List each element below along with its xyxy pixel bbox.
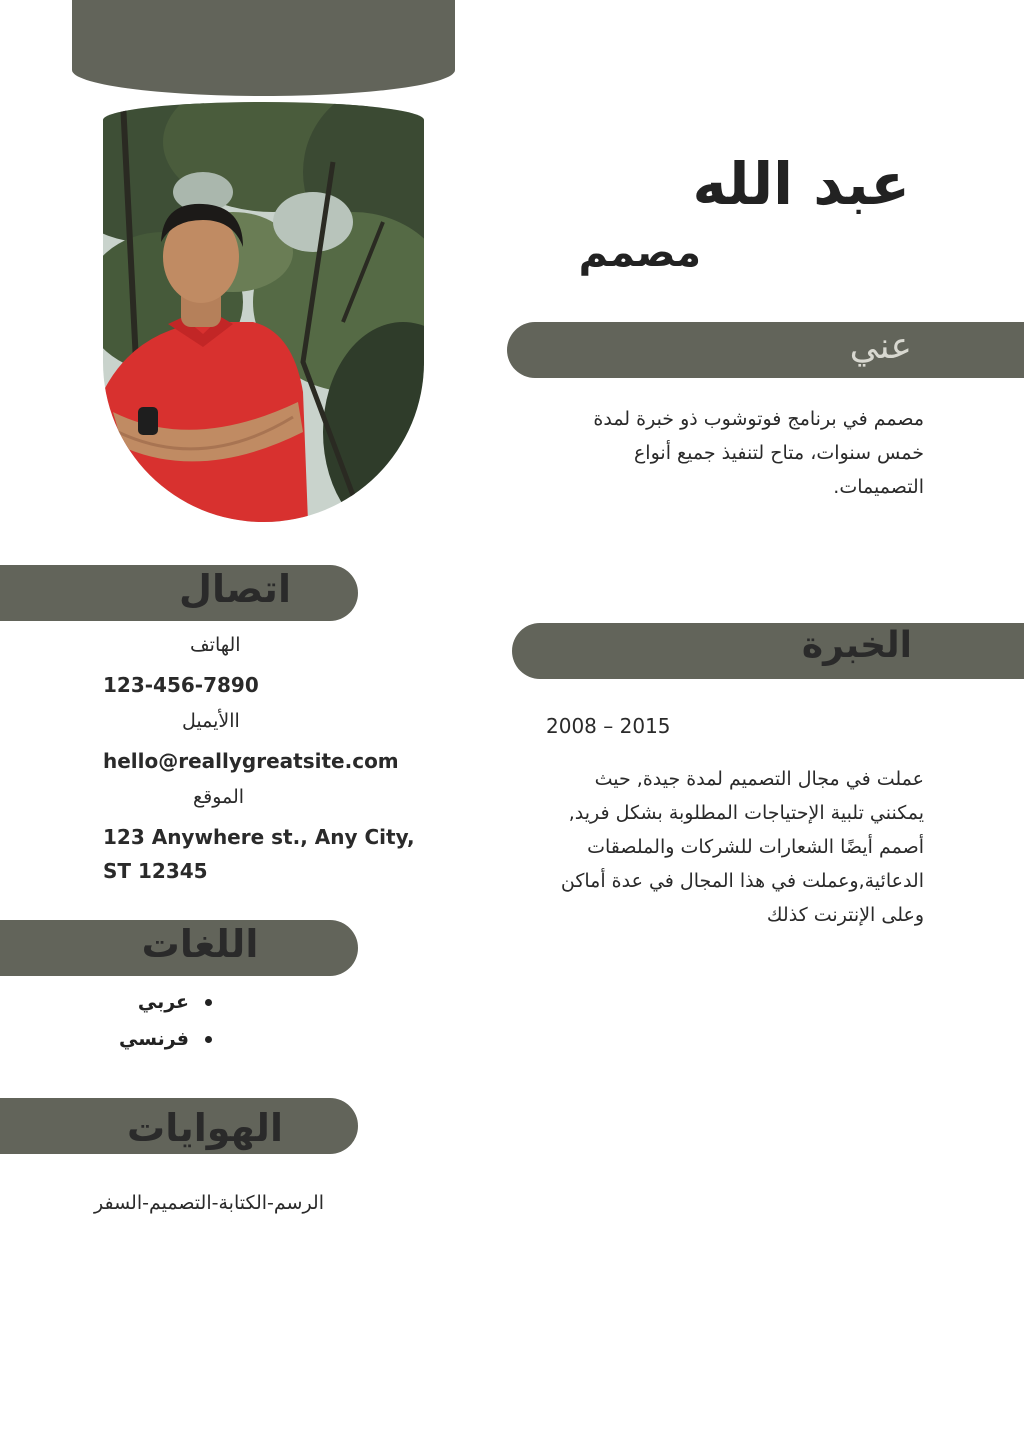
about-text: مصمم في برنامج فوتوشوب ذو خبرة لمدة خمس سنوات، متاح لتنفيذ جميع أنواع التصميمات.: [593, 408, 924, 498]
phone-label: الهاتف: [190, 634, 241, 656]
language-name: عربي: [137, 991, 189, 1013]
email-label: االأيميل: [182, 710, 240, 732]
job-title: مصمم: [578, 230, 701, 276]
experience-heading: الخبرة: [801, 625, 912, 666]
person-name: عبد الله: [692, 150, 910, 218]
bullet-icon: [205, 1036, 212, 1043]
hobbies-text: الرسم-الكتابة-التصميم-السفر: [94, 1192, 324, 1214]
hobbies-section-bar: [0, 1098, 358, 1154]
top-banner: [72, 0, 455, 96]
contact-heading: اتصال: [179, 567, 291, 611]
languages-heading: اللغات: [141, 922, 259, 966]
phone-value: 123-456-7890: [103, 673, 259, 697]
language-item: [119, 984, 212, 1021]
address-line-1: 123 Anywhere st., Any City,: [103, 825, 415, 849]
experience-section-bar: [512, 623, 1024, 679]
hobbies-heading: الهوايات: [127, 1106, 283, 1150]
email-value: hello@reallygreatsite.com: [103, 749, 399, 773]
website-label: الموقع: [193, 786, 245, 808]
top-banner-shape: [72, 0, 455, 96]
about-section-bar: [507, 322, 1024, 378]
experience-years: 2008 – 2015: [546, 714, 671, 738]
experience-text: عملت في مجال التصميم لمدة جيدة, حيث يمكنني تلبية الإحتياجات المطلوبة بشكل فريد, أصمم أيضًا الشعارات للشركات والملصقات الدعائية,وعملت في هذا المجال في عدة أماكن وعلى الإنترنت كذلك: [560, 768, 924, 926]
bullet-icon: [205, 999, 212, 1006]
languages-section-bar: [0, 920, 358, 976]
address-line-2: ST 12345: [103, 859, 208, 883]
languages-list: [119, 984, 212, 1058]
profile-photo-illustration: [103, 102, 424, 522]
language-item: [119, 1021, 212, 1058]
language-name: فرنسي: [119, 1028, 189, 1050]
contact-section-bar: [0, 565, 358, 621]
profile-photo: [103, 102, 424, 522]
about-heading: عني: [849, 326, 912, 367]
